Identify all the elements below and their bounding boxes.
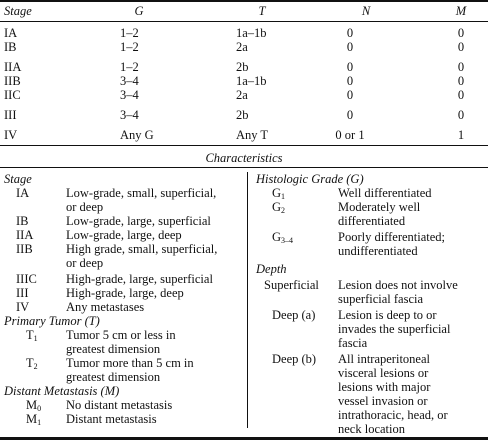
t-cell: 2a xyxy=(236,40,248,54)
stage-desc: High-grade, large, deep xyxy=(66,286,184,300)
top-rule xyxy=(0,0,488,2)
depth-desc: Lesion is deep to or xyxy=(338,308,437,322)
stage-code: IIA xyxy=(16,228,34,242)
grade-code xyxy=(272,186,285,200)
depth-heading: Depth xyxy=(256,262,287,276)
col-header-g: G xyxy=(134,4,144,18)
depth-desc: Lesion does not involve xyxy=(338,278,458,292)
metastasis-code xyxy=(26,412,41,426)
depth-desc: All intraperitoneal xyxy=(338,352,430,366)
histologic-grade-heading: Histologic Grade (G) xyxy=(256,172,364,186)
stage-code: IV xyxy=(16,300,30,314)
metastasis-code xyxy=(26,398,41,412)
col-header-stage: Stage xyxy=(4,4,32,18)
metastasis-code-sub: 1 xyxy=(37,418,42,427)
m-cell: 0 xyxy=(457,74,465,88)
depth-label: Deep (a) xyxy=(272,308,316,322)
stage-desc: or deep xyxy=(66,256,104,270)
tumor-desc: greatest dimension xyxy=(66,342,161,356)
stage-cell: IIA xyxy=(4,60,22,74)
m-cell: 0 xyxy=(457,60,465,74)
n-cell: 0 xyxy=(346,40,354,54)
depth-desc: superficial fascia xyxy=(338,292,424,306)
metastasis-desc: No distant metastasis xyxy=(66,398,173,412)
metastasis-code-letter: M xyxy=(26,412,38,426)
col-header-n: N xyxy=(361,4,371,18)
grade-desc: Poorly differentiated; xyxy=(338,230,446,244)
stage-table-bottom-rule xyxy=(0,145,488,146)
t-cell: 2b xyxy=(236,108,249,122)
tumor-code xyxy=(26,356,38,370)
grade-code-letter: G xyxy=(272,186,282,200)
grade-code-sub: 1 xyxy=(281,192,286,201)
stage-cell: IIC xyxy=(4,88,21,102)
n-cell: 0 xyxy=(346,60,354,74)
stage-code: IA xyxy=(16,186,30,200)
grade-desc: differentiated xyxy=(338,214,406,228)
m-cell: 0 xyxy=(457,26,465,40)
g-cell: 1–2 xyxy=(120,60,139,74)
g-cell: 1–2 xyxy=(120,40,139,54)
tumor-code-sub: 1 xyxy=(33,334,38,343)
grade-code-sub: 2 xyxy=(281,206,286,215)
t-cell: 2a xyxy=(236,88,248,102)
depth-desc: vessel invasion or xyxy=(338,394,428,408)
tumor-code-letter: T xyxy=(26,356,34,370)
grade-desc: undifferentiated xyxy=(338,244,418,258)
stage-code: IIB xyxy=(16,242,33,256)
column-divider xyxy=(247,172,248,428)
m-cell: 0 xyxy=(457,108,465,122)
stage-desc: High grade, small, superficial, xyxy=(66,242,218,256)
depth-desc: invades the superficial xyxy=(338,322,451,336)
stage-desc: Low-grade, large, deep xyxy=(66,228,182,242)
n-cell: 0 or 1 xyxy=(335,128,365,142)
tumor-code xyxy=(26,328,38,342)
metastasis-code-letter: M xyxy=(26,398,38,412)
tumor-desc: Tumor more than 5 cm in xyxy=(66,356,194,370)
t-cell: 1a–1b xyxy=(236,26,267,40)
depth-label: Superficial xyxy=(264,278,319,292)
n-cell: 0 xyxy=(346,74,354,88)
g-cell: 3–4 xyxy=(120,88,139,102)
grade-desc: Moderately well xyxy=(338,200,421,214)
depth-desc: neck location xyxy=(338,422,405,436)
tumor-code-sub: 2 xyxy=(33,362,38,371)
stage-cell: IB xyxy=(4,40,17,54)
grade-desc: Well differentiated xyxy=(338,186,432,200)
stage-cell: IA xyxy=(4,26,18,40)
metastasis-code-sub: 0 xyxy=(37,404,42,413)
depth-desc: lesions with major xyxy=(338,380,431,394)
depth-desc: fascia xyxy=(338,336,368,350)
primary-tumor-heading: Primary Tumor (T) xyxy=(4,314,100,328)
stage-desc: or deep xyxy=(66,200,104,214)
m-cell: 0 xyxy=(457,88,465,102)
stage-code: IB xyxy=(16,214,29,228)
stage-desc: Low-grade, large, superficial xyxy=(66,214,211,228)
t-cell: 1a–1b xyxy=(236,74,267,88)
stage-cell: III xyxy=(4,108,17,122)
t-cell: 2b xyxy=(236,60,249,74)
characteristics-title: Characteristics xyxy=(205,151,283,165)
grade-code-sub: 3–4 xyxy=(281,236,294,245)
n-cell: 0 xyxy=(346,88,354,102)
m-cell: 0 xyxy=(457,40,465,54)
tumor-desc: Tumor 5 cm or less in xyxy=(66,328,176,342)
m-cell: 1 xyxy=(457,128,465,142)
distant-metastasis-heading: Distant Metastasis (M) xyxy=(4,384,120,398)
depth-desc: intrathoracic, head, or xyxy=(338,408,448,422)
stage-desc: Any metastases xyxy=(66,300,145,314)
tumor-code-letter: T xyxy=(26,328,34,342)
g-cell: 3–4 xyxy=(120,108,139,122)
t-cell: Any T xyxy=(236,128,269,142)
stage-desc: Low-grade, small, superficial, xyxy=(66,186,217,200)
grade-code-letter: G xyxy=(272,230,282,244)
g-cell: 3–4 xyxy=(120,74,139,88)
depth-label: Deep (b) xyxy=(272,352,317,366)
col-header-t: T xyxy=(258,4,266,18)
stage-cell: IIB xyxy=(4,74,21,88)
grade-code-letter: G xyxy=(272,200,282,214)
bottom-rule xyxy=(0,437,488,440)
stage-cell: IV xyxy=(4,128,18,142)
g-cell: Any G xyxy=(120,128,154,142)
stage-section-heading: Stage xyxy=(4,172,32,186)
header-rule xyxy=(0,21,488,22)
grade-code xyxy=(272,200,285,214)
grade-code xyxy=(272,230,293,244)
stage-code: IIIC xyxy=(16,272,37,286)
metastasis-desc: Distant metastasis xyxy=(66,412,157,426)
n-cell: 0 xyxy=(346,108,354,122)
stage-desc: High-grade, large, superficial xyxy=(66,272,213,286)
depth-desc: visceral lesions or xyxy=(338,366,429,380)
characteristics-rule xyxy=(0,167,488,168)
col-header-m: M xyxy=(455,4,467,18)
stage-code: III xyxy=(16,286,29,300)
g-cell: 1–2 xyxy=(120,26,139,40)
n-cell: 0 xyxy=(346,26,354,40)
tumor-desc: greatest dimension xyxy=(66,370,161,384)
